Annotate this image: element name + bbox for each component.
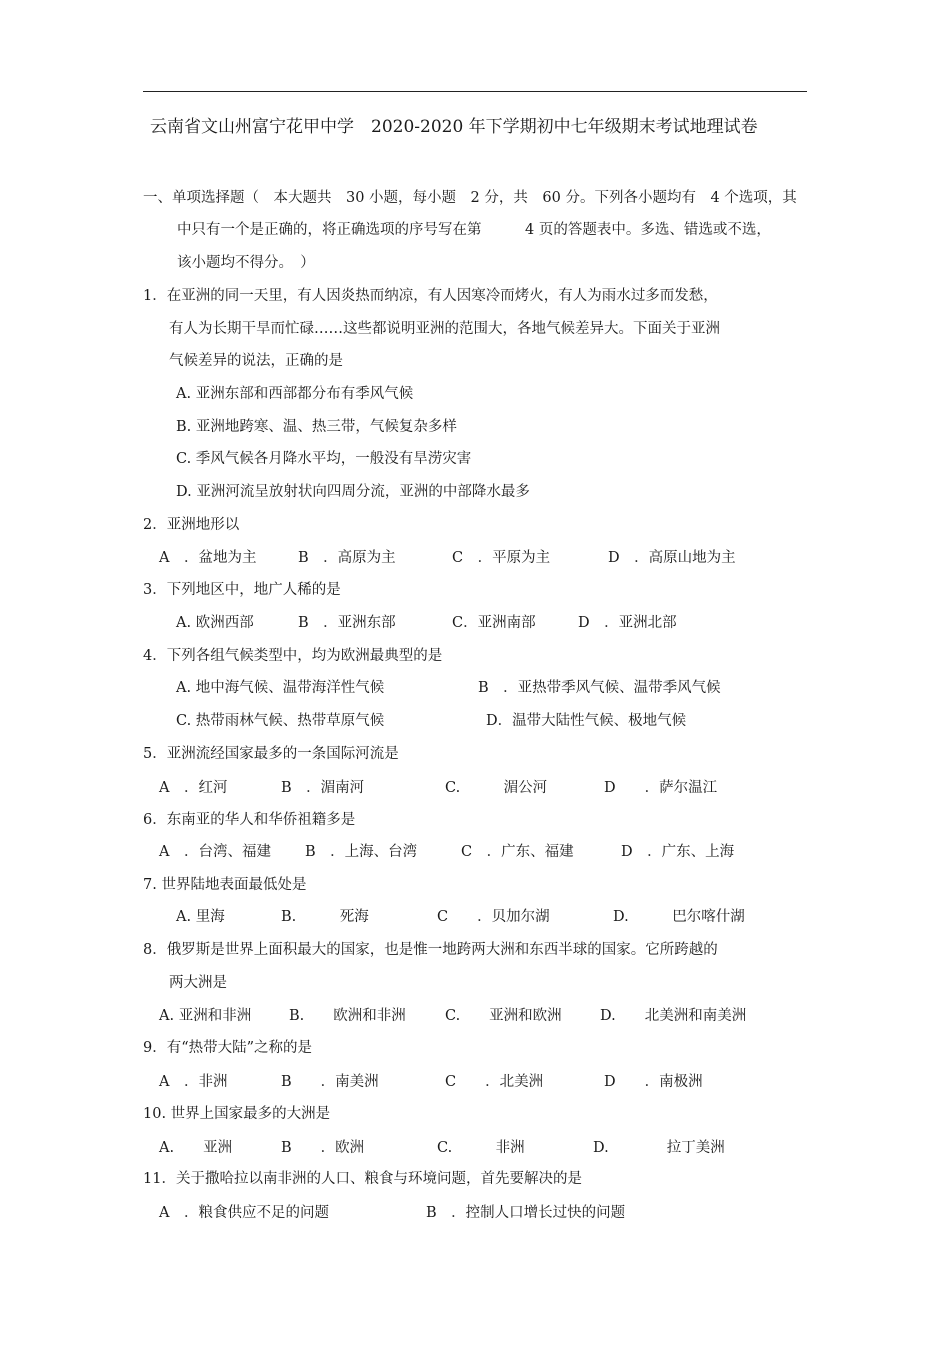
question-10-option-b: B ．欧洲 (281, 1140, 365, 1156)
question-9-option-b: B ．南美洲 (281, 1074, 379, 1090)
question-5-option-d: D ．萨尔温江 (604, 780, 718, 796)
page-title: 云南省文山州富宁花甲中学 2020-2020 年下学期初中七年级期末考试地理试卷 (150, 117, 758, 137)
question-10-option-d: D. 拉丁美洲 (593, 1140, 725, 1156)
question-1-option-a: A. 亚洲东部和西部都分布有季风气候 (176, 386, 414, 402)
question-2-stem: 2．亚洲地形以 (143, 517, 240, 533)
header-rule (143, 91, 807, 92)
question-8-stem-1: 8．俄罗斯是世界上面积最大的国家，也是惟一地跨两大洲和东西半球的国家。它所跨越的 (143, 942, 718, 958)
question-7-option-c: C ．贝加尔湖 (437, 909, 550, 925)
question-4-option-c: C. 热带雨林气候、热带草原气候 (176, 713, 385, 729)
question-8-option-c: C. 亚洲和欧洲 (445, 1008, 562, 1024)
question-6-option-b: B ．上海、台湾 (305, 844, 418, 860)
question-6-option-d: D ．广东、上海 (621, 844, 735, 860)
question-2-option-a: A ．盆地为主 (159, 550, 257, 566)
question-11-option-a: A ．粮食供应不足的问题 (159, 1205, 329, 1221)
question-6-stem: 6．东南亚的华人和华侨祖籍多是 (143, 812, 356, 828)
question-1-stem-3: 气候差异的说法，正确的是 (169, 353, 343, 369)
question-1-option-b: B. 亚洲地跨寒、温、热三带，气候复杂多样 (176, 419, 457, 435)
question-11-option-b: B ．控制人口增长过快的问题 (426, 1205, 626, 1221)
question-4-option-b: B ．亚热带季风气候、温带季风气候 (478, 680, 721, 696)
question-2-option-c: C ．平原为主 (452, 550, 551, 566)
question-2-option-d: D ．高原山地为主 (608, 550, 736, 566)
question-1-option-d: D. 亚洲河流呈放射状向四周分流，亚洲的中部降水最多 (176, 484, 530, 500)
question-7-option-d: D. 巴尔喀什湖 (613, 909, 745, 925)
instructions-line-3: 该小题均不得分。 ） (177, 255, 315, 271)
question-10-option-a: A. 亚洲 (159, 1140, 233, 1156)
question-2-option-b: B ．高原为主 (298, 550, 396, 566)
question-1-stem-1: 1．在亚洲的同一天里，有人因炎热而纳凉，有人因寒冷而烤火，有人为雨水过多而发愁， (143, 288, 718, 304)
question-9-option-c: C ．北美洲 (445, 1074, 544, 1090)
question-5-stem: 5．亚洲流经国家最多的一条国际河流是 (143, 746, 399, 762)
question-10-stem: 10. 世界上国家最多的大洲是 (143, 1106, 331, 1122)
question-1-stem-2: 有人为长期干旱而忙碌……这些都说明亚洲的范围大，各地气候差异大。下面关于亚洲 (169, 321, 720, 337)
question-1-option-c: C. 季风气候各月降水平均，一般没有旱涝灾害 (176, 451, 472, 467)
question-6-option-a: A ．台湾、福建 (159, 844, 271, 860)
question-9-option-d: D ．南极洲 (604, 1074, 703, 1090)
question-8-option-b: B. 欧洲和非洲 (289, 1008, 406, 1024)
question-3-option-a: A. 欧洲西部 (176, 615, 254, 631)
question-5-option-a: A ．红河 (159, 780, 228, 796)
question-3-option-d: D ．亚洲北部 (578, 615, 677, 631)
question-8-stem-2: 两大洲是 (169, 975, 227, 991)
question-7-option-b: B. 死海 (281, 909, 369, 925)
question-4-option-a: A. 地中海气候、温带海洋性气候 (176, 680, 385, 696)
question-7-option-a: A. 里海 (176, 909, 225, 925)
question-4-stem: 4．下列各组气候类型中，均为欧洲最典型的是 (143, 648, 443, 664)
instructions-line-2: 中只有一个是正确的，将正确选项的序号写在第 4 页的答题表中。多选、错选或不选， (177, 222, 771, 238)
question-5-option-b: B ．湄南河 (281, 780, 365, 796)
question-3-stem: 3．下列地区中，地广人稀的是 (143, 582, 341, 598)
question-5-option-c: C. 湄公河 (445, 780, 548, 796)
question-3-option-b: B ．亚洲东部 (298, 615, 396, 631)
instructions-line-1: 一、单项选择题（ 本大题共 30 小题，每小题 2 分，共 60 分。下列各小题均有 4 个选项，其 (143, 190, 797, 206)
question-8-option-a: A. 亚洲和非洲 (159, 1008, 252, 1024)
question-9-option-a: A ．非洲 (159, 1074, 228, 1090)
question-11-stem: 11．关于撒哈拉以南非洲的人口、粮食与环境问题，首先要解决的是 (143, 1171, 582, 1187)
question-8-option-d: D. 北美洲和南美洲 (600, 1008, 747, 1024)
question-6-option-c: C ．广东、福建 (461, 844, 574, 860)
question-7-stem: 7. 世界陆地表面最低处是 (143, 877, 307, 893)
question-10-option-c: C. 非洲 (437, 1140, 525, 1156)
question-3-option-c: C．亚洲南部 (452, 615, 536, 631)
question-9-stem: 9．有“热带大陆”之称的是 (143, 1040, 313, 1056)
question-4-option-d: D．温带大陆性气候、极地气候 (486, 713, 687, 729)
